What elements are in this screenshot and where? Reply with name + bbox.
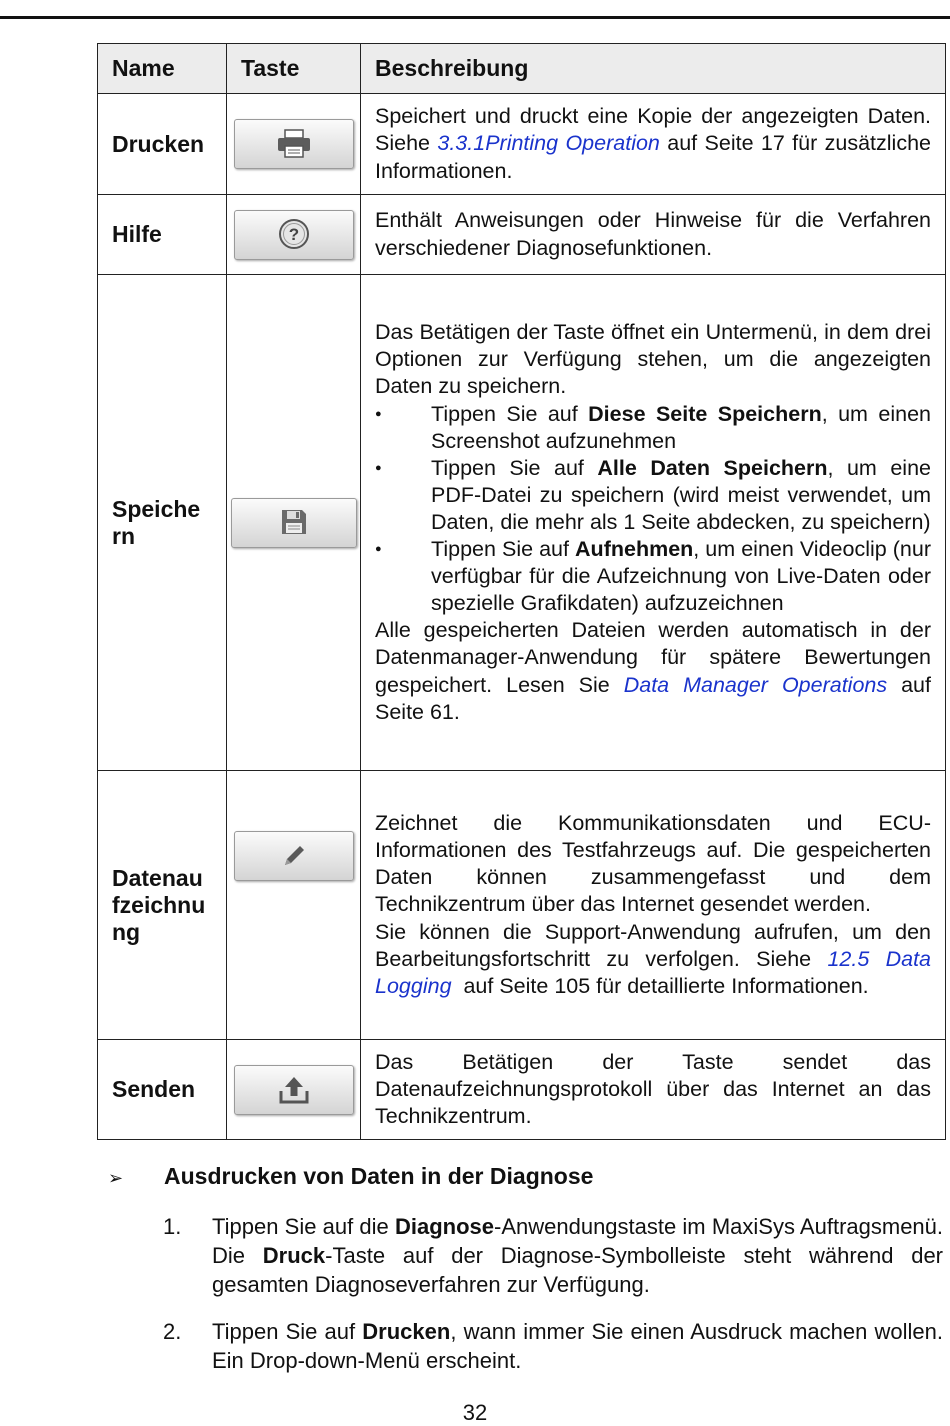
section-heading: ➢ Ausdrucken von Daten in der Diagnose [108, 1163, 594, 1189]
header-rule [0, 16, 950, 19]
data-manager-link[interactable]: Data Manager Operations [623, 672, 888, 697]
table-row [98, 94, 946, 195]
arrow-bullet-icon: ➢ [108, 1168, 124, 1188]
save-options-list [375, 401, 931, 618]
column-header-description: Beschreibung [361, 44, 946, 94]
column-header-name: Name [98, 44, 227, 94]
help-button[interactable] [234, 210, 354, 260]
pencil-icon [279, 841, 309, 871]
list-item: ● Tippen Sie auf Aufnehmen, um einen Videoclip (nur verfügbar für die Aufzeichnung von Live-Daten oder spezielle Grafikdaten) aufzuzeichnen [375, 536, 931, 617]
step-item: 1. Tippen Sie auf die Diagnose-Anwendungstaste im MaxiSys Auftragsmenü. Die Druck-Taste auf der Diagnose-Symbolleiste steht während der gesamten Diagnoseverfahren zur Verfügung. [163, 1214, 944, 1297]
table-row [98, 195, 946, 275]
row-name: Speiche rn [98, 275, 227, 771]
row-description: Speichert und druckt eine Kopie der angezeigten Daten. Siehe 3.3.1Printing Operation auf Seite 17 für zusätzliche Informationen. [361, 94, 946, 195]
list-item: ● Tippen Sie auf Diese Seite Speichern, um einen Screenshot aufzunehmen [375, 401, 931, 455]
row-description: Enthält Anweisungen oder Hinweise für die Verfahren verschiedener Diagnosefunktionen. [361, 195, 946, 275]
page-number: 32 [462, 1400, 488, 1425]
row-description: Das Betätigen der Taste sendet das Datenaufzeichnungsprotokoll über das Internet an das Technikzentrum. [361, 1040, 946, 1140]
toolbar-button-table [97, 43, 946, 1140]
row-description: Zeichnet die Kommunikationsdaten und ECU-Informationen des Testfahrzeugs auf. Die gespeicherten Daten können zusammengefasst und dem Technikzentrum über das Internet gesendet werden. Sie können die Support-Anwendung aufrufen, um den Bearbeitungsfortschritt zu verfolgen. Siehe 12.5 Data Logging auf Seite 105 für detaillierte Informationen. [361, 771, 946, 1040]
save-icon [279, 507, 309, 537]
row-name: Senden [98, 1040, 227, 1140]
row-name: Drucken [98, 94, 227, 195]
row-name: Datenau fzeichnu ng [98, 771, 227, 1040]
table-row [98, 771, 946, 1040]
row-description: Das Betätigen der Taste öffnet ein Untermenü, in dem drei Optionen zur Verfügung stehen, um die angezeigten Daten zu speichern. ● Tippen Sie auf Diese Seite Speichern, um einen Screenshot aufzunehmen ● Tippen Sie auf Alle Daten Speichern, um eine PDF-Datei zu speichern (wird meist verwendet, um Daten, die mehr als 1 Seite abdecken, zu speichern) ● Tippen Sie auf Aufnehmen, um einen Videoclip (nur verfügbar für die Aufzeichnung von Live-Daten oder spezielle Grafikdaten) aufzuzeichnen Alle gespeicherten Dateien werden automatisch in der Datenmanager-Anwendung für spätere Bewertungen gespeichert. Lesen Sie Data Manager Operations auf Seite 61. [361, 275, 946, 771]
column-header-key: Taste [227, 44, 361, 94]
table-header-row [98, 44, 946, 94]
table-row [98, 1040, 946, 1140]
send-button[interactable] [234, 1065, 354, 1115]
printer-icon [276, 129, 312, 159]
table-row [98, 275, 946, 771]
list-item: ● Tippen Sie auf Alle Daten Speichern, um eine PDF-Datei zu speichern (wird meist verwendet, um Daten, die mehr als 1 Seite abdecken, zu speichern) [375, 455, 931, 536]
printing-operation-link[interactable]: 3.3.1Printing Operation [437, 131, 660, 156]
row-name: Hilfe [98, 195, 227, 275]
help-icon [278, 218, 310, 250]
step-item: 2. Tippen Sie auf Drucken, wann immer Sie einen Ausdruck machen wollen. Ein Drop-down-Menü erscheint. [163, 1319, 943, 1373]
data-logging-button[interactable] [234, 831, 354, 881]
data-logging-link[interactable]: 12.5 Data Logging [375, 946, 931, 998]
save-button[interactable] [231, 498, 357, 548]
upload-icon [277, 1075, 311, 1105]
svg-text:?: ? [288, 224, 299, 244]
print-button[interactable] [234, 119, 354, 169]
